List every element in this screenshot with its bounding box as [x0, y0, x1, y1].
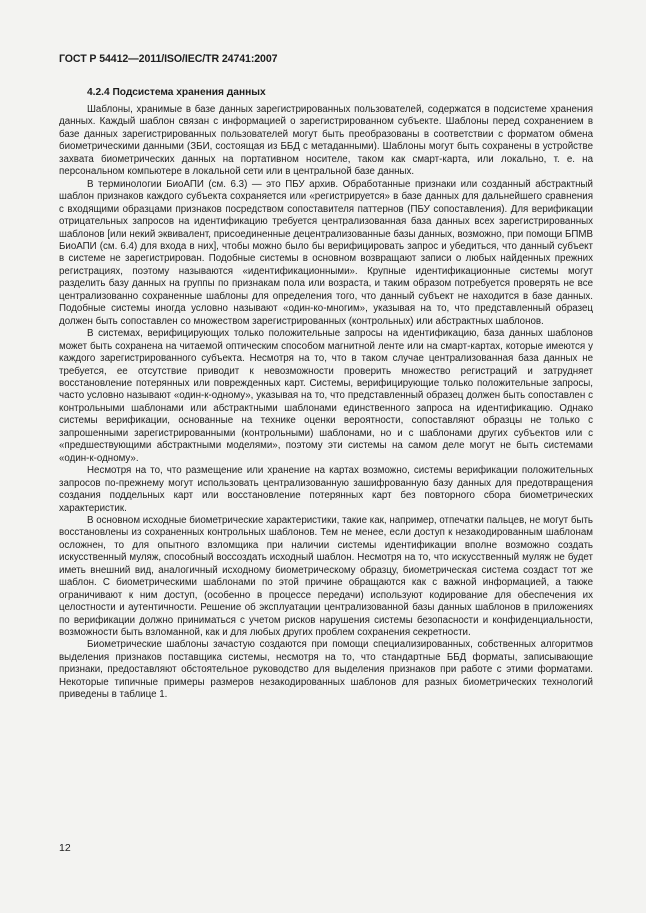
paragraph: Несмотря на то, что размещение или хранение на картах возможно, системы верификации положительных запросов по-прежнему могут использовать централизованную зашифрованную базу данных для предотвращения создания поддельных карт или восстановление потерянных карт без повторного сбора биометрических характеристик. — [59, 465, 593, 514]
paragraph: Биометрические шаблоны зачастую создаются при помощи специализированных, собственных алгоритмов выделения признаков поставщика системы, несмотря на то, что стандартные ББД форматы, записывающие признаки, предоставляют обстоятельное руководство для выделения признаков при работе с этими форматами. Некоторые типичные примеры размеров незакодированных шаблонов для разных биометрических технологий приведены в таблице 1. — [59, 639, 593, 701]
paragraph: Шаблоны, хранимые в базе данных зарегистрированных пользователей, содержатся в подсистеме хранения данных. Каждый шаблон связан с информацией о зарегистрированном субъекте. Шаблоны перед сохранением в базе данных зарегистрированных пользователей могут быть преобразованы в соответствии с форматом обмена биометрическими данными (ЗБИ, состоящая из ББД с метаданными). Шаблоны могут быть сохранены в устройстве захвата биометрических данных на портативном носителе, таком как смарт-карта, или локально, т. е. на персональном компьютере в локальной сети или в центральной базе данных. — [59, 104, 593, 178]
standard-header: ГОСТ Р 54412—2011/ISO/IEC/TR 24741:2007 — [59, 53, 278, 65]
paragraph: В основном исходные биометрические характеристики, такие как, например, отпечатки пальцев, не могут быть восстановлены из сохраненных контрольных шаблонов. Тем не менее, если доступ к незакодированным шаблонам осложнен, то для опытного взломщика при наличии системы идентификации вполне возможно создать искусственный муляж, способный воссоздать исходный шаблон. Несмотря на то, что искусственный муляж не будет иметь внешний вид, аналогичный исходному биометрическому образцу, биометрическая система создаст тот же шаблон. С биометрическими шаблонами по этой причине обращаются как с важной информацией, а также ограничивают к ним доступ, (особенно в процессе передачи) используют кодирование для обеспечения их целостности и аутентичности. Решение об эксплуатации централизованной базы данных шаблонов в приложениях по верификации должно приниматься с учетом рисков нарушения системы безопасности и конфиденциальности, возможности быть взломанной, как и для любых других проблем сохранения секретности. — [59, 514, 593, 639]
section-title: 4.2.4 Подсистема хранения данных — [87, 87, 266, 98]
paragraph: В терминологии БиоАПИ (см. 6.3) — это ПБУ архив. Обработанные признаки или созданный абстрактный шаблон признаков каждого субъекта сохраняется или «регистрируется» в базе данных для дальнейшего сравнения с входящими образцами признаков посредством сопоставителя паттернов (ПБУ сопоставления). Для верификации отрицательных запросов на идентификацию требуется централизованная база данных всех зарегистрированных шаблонов [или некий эквивалент, присоединенные децентрализованные базы данных, возможно, при помощи БПМВ БиоАПИ (см. 6.4) для входа в них], чтобы можно было бы верифицировать запрос и убедиться, что данный субъект в системе не зарегистрирован. Подобные системы в основном возвращают записи о любых найденных прежних регистрациях, поэтому называются «идентификационными». Крупные идентификационные системы могут разделить базу данных на группы по признакам пола или возраста, и таким образом потребуется проверять не все централизованно сохраненные шаблоны для определения того, что данный субъект не находится в базе данных. Подобные системы иногда условно называют «один-ко-многим», указывая на то, что представленный образец должен быть сопоставлен со множеством зарегистрированных (контрольных) или абстрактных шаблонов. — [59, 178, 593, 327]
page-number: 12 — [59, 842, 71, 854]
paragraph: В системах, верифицирующих только положительные запросы на идентификацию, база данных шаблонов может быть сохранена на читаемой оптическим способом магнитной ленте или на смарт-картах, которые имеются у каждого зарегистрированного субъекта. Несмотря на то, что в таком случае централизованная база данных не требуется, ее отсутствие приводит к невозможности проверить множество регистраций и затрудняет восстановление потерянных или поврежденных карт. Системы, верифицирующие только положительные запросы, часто условно называют «один-к-одному», указывая на то, что представленный образец должен быть сопоставлен с контрольными шаблонами или абстрактными шаблонами единственного запроса на идентификацию. Однако системы верификации, основанные на технике оценки вероятности, сопоставляют образцы не только с запрошенными зарегистрированными (контрольными) шаблонами, но и с шаблонами других субъектов или с «предшествующими абстрактными моделями», поэтому эти системы на самом деле могут не быть системами «один-к-одному». — [59, 328, 593, 464]
body-text — [59, 104, 593, 702]
